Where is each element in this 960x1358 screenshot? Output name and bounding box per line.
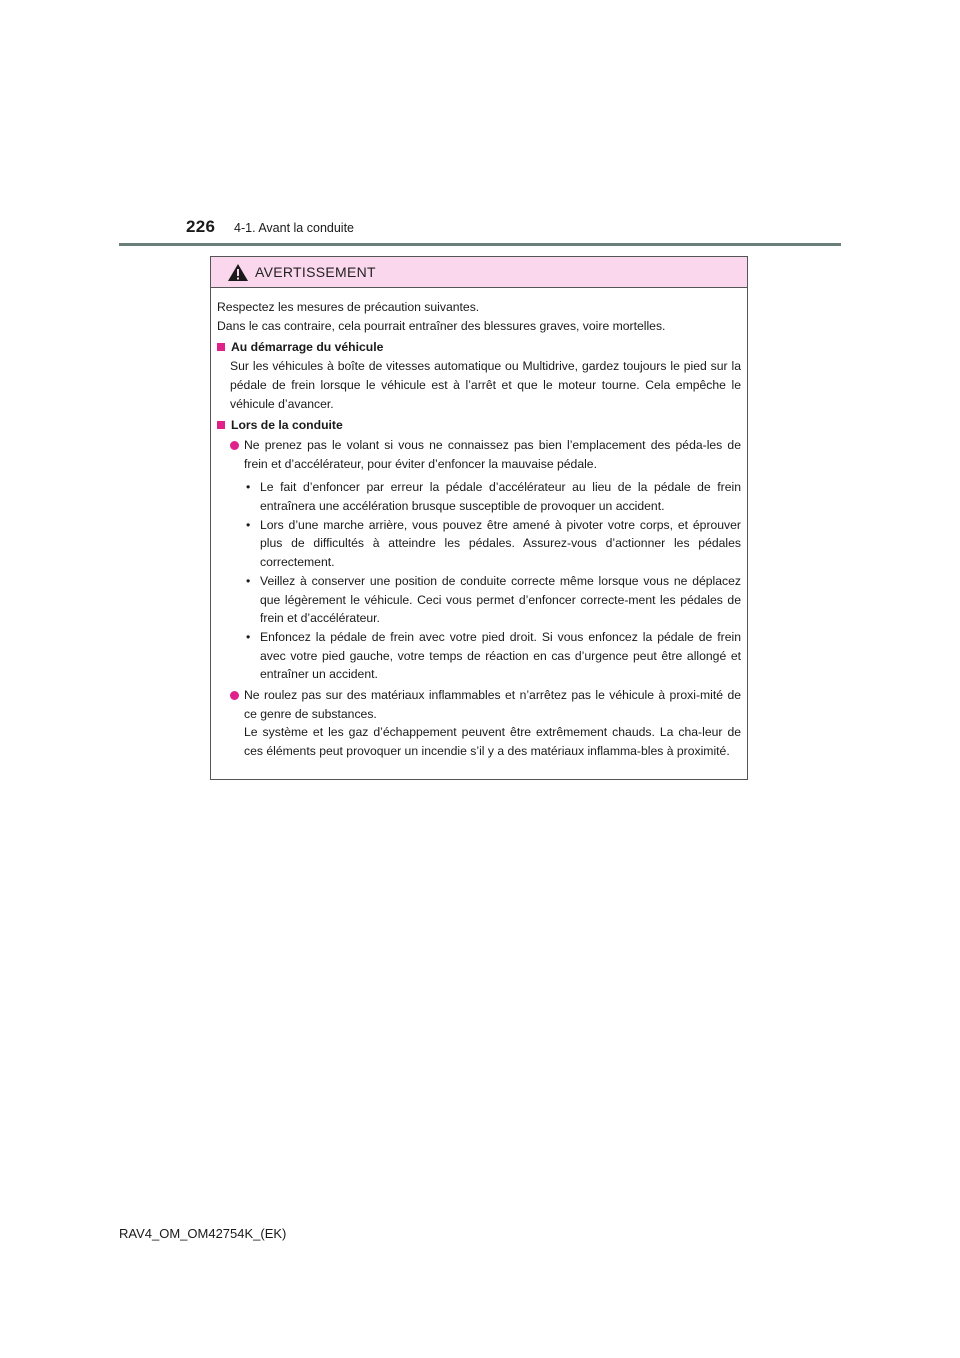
bullet-glyph: • (246, 480, 251, 495)
section-heading-driving (217, 416, 741, 435)
section-heading-text: Lors de la conduite (231, 418, 343, 433)
bullet-glyph: • (246, 517, 251, 532)
point-text-line: Ne roulez pas sur des matériaux inflammables et n’arrêtez pas le véhicule à proxi-mité de ce genre de substances. (244, 688, 741, 721)
warning-triangle-icon (227, 263, 249, 282)
page-number: 226 (186, 217, 216, 236)
section-heading-start (217, 338, 741, 357)
section-heading-text: Au démarrage du véhicule (231, 340, 384, 355)
sub-list (217, 478, 741, 684)
list-item (244, 572, 741, 628)
section-title: 4-1. Avant la conduite (234, 221, 354, 235)
point-pedals (217, 436, 741, 473)
list-item-text: Le fait d’enfoncer par erreur la pédale d’accélérateur au lieu de la pédale de frein entraînera une accélération brusque susceptible de provoquer un accident. (260, 480, 741, 514)
intro-line: Respectez les mesures de précaution suivantes. (217, 300, 480, 314)
header-rule (119, 243, 841, 246)
bullet-glyph: • (246, 573, 251, 588)
point-text-line: Le système et les gaz d’échappement peuvent être extrêmement chauds. La cha-leur de ces éléments peut provoquer un incendie s’il y a des matériaux inflamma-bles à proximité. (244, 725, 741, 759)
bullet-glyph: • (246, 629, 251, 644)
circle-bullet-icon (230, 441, 239, 450)
warning-body (211, 288, 747, 761)
document-code: RAV4_OM_OM42754K_(EK) (119, 1226, 287, 1241)
section-body-start: Sur les véhicules à boîte de vitesses automatique ou Multidrive, gardez toujours le pied sur la pédale de frein lorsque le véhicule est à l’arrêt et que le moteur tourne. Cela empêche le véhicule d’avancer. (230, 359, 741, 411)
list-item-text: Lors d’une marche arrière, vous pouvez être amené à pivoter votre corps, et éprouver plus de difficultés à atteindre les pédales. Assurez-vous d’actionner les pédales correctement. (260, 517, 741, 570)
warning-title: AVERTISSEMENT (255, 264, 376, 280)
circle-bullet-icon (230, 691, 239, 700)
point-text (244, 686, 741, 761)
list-item-text: Veillez à conserver une position de conduite correcte même lorsque vous ne déplacez que légèrement le véhicule. Ceci vous permet d’enfoncer correcte-ment les pédales de frein et d’accélérateur. (260, 573, 741, 626)
intro-line: Dans le cas contraire, cela pourrait entraîner des blessures graves, voire mortelles. (217, 318, 666, 333)
square-bullet-icon (217, 343, 225, 351)
point-flammable (217, 686, 741, 761)
warning-box (210, 256, 748, 780)
warning-header (211, 257, 747, 288)
point-text: Ne prenez pas le volant si vous ne connaissez pas bien l’emplacement des péda-les de frein et d’accélérateur, pour éviter d’enfoncer la mauvaise pédale. (244, 437, 741, 471)
list-item (244, 628, 741, 684)
list-item (244, 516, 741, 572)
list-item (244, 478, 741, 515)
square-bullet-icon (217, 421, 225, 429)
list-item-text: Enfoncez la pédale de frein avec votre pied droit. Si vous enfoncez la pédale de frein avec votre pied gauche, votre temps de réaction en cas d’urgence peut être allongé et entraîner un accident. (260, 629, 741, 682)
